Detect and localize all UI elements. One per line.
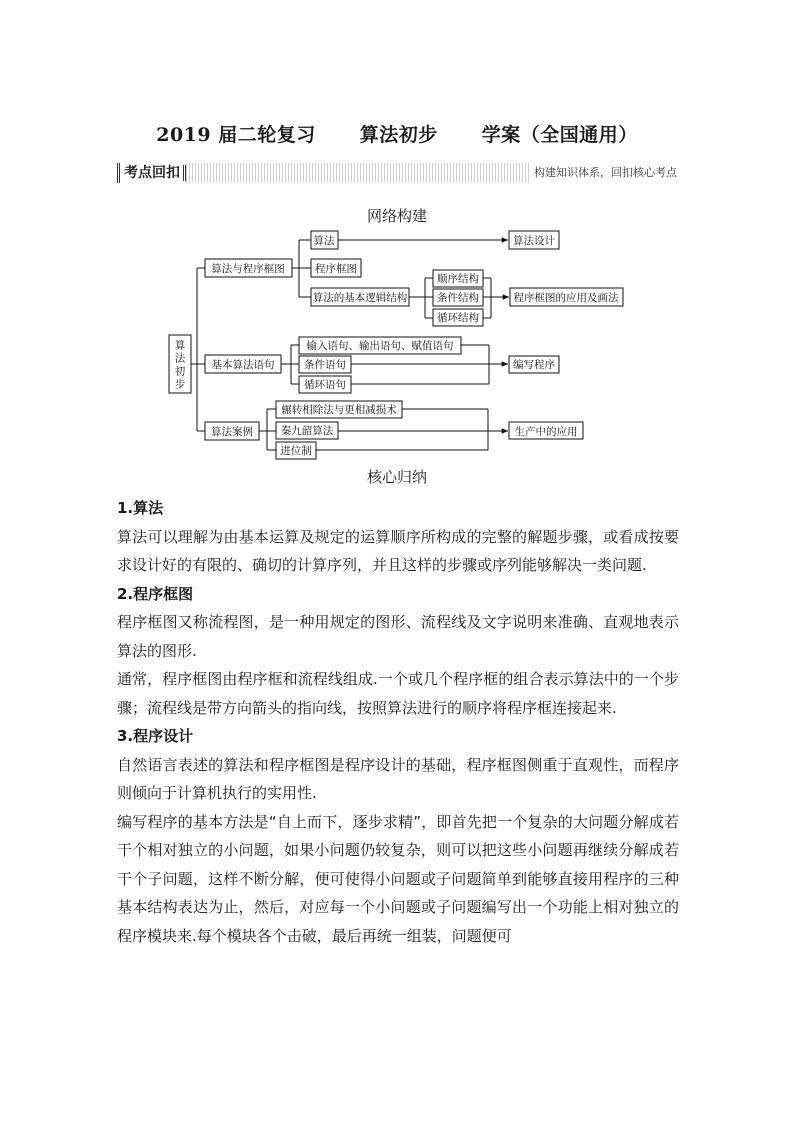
- node-flow-app-label: 程序框图的应用及画法: [513, 292, 619, 304]
- node-seq-label: 顺序结构: [437, 273, 479, 285]
- title-topic: 算法初步: [359, 124, 438, 146]
- node-cond-label: 条件结构: [437, 292, 479, 304]
- section-heading-algorithm: 1.算法: [117, 499, 164, 517]
- banner-subtitle: 构建知识体系，回扣核心考点: [530, 163, 677, 183]
- node-root-char: 算: [174, 339, 186, 352]
- node-write-prog-label: 编写程序: [513, 359, 555, 371]
- node-root-char: 初: [174, 365, 186, 378]
- node-qinjiushao-label: 秦九韶算法: [280, 425, 334, 437]
- node-base-label: 进位制: [280, 445, 312, 457]
- paragraph-programming-method: 编写程序的基本方法是“自上而下，逐步求精”，即首先把一个复杂的大问题分解成若干个相对独立的小问题，如果小问题仍较复杂，则可以把这些小问题再继续分解成若干个子问题，这样不断分解，便可使得小问题或子问题简单到能够直接用程序的三种基本结构表达为止，然后，对应每一个小问题或子问题编写出一个功能上相对独立的程序模块来.每个模块各个击破，最后再统一组装，问题便可: [117, 812, 679, 945]
- node-algorithm-label: 算法: [313, 235, 335, 247]
- node-cond-stmt-label: 条件语句: [304, 359, 346, 371]
- node-basic-logic-label: 算法的基本逻辑结构: [312, 292, 408, 304]
- node-production-label: 生产中的应用: [514, 426, 578, 438]
- node-loop-label: 循环结构: [437, 312, 479, 324]
- content-body: [117, 494, 679, 950]
- section-subtitle: 核心归纳: [366, 468, 427, 486]
- diagram-title: 网络构建: [366, 207, 427, 225]
- knowledge-network-diagram: [0, 0, 794, 500]
- paragraph-flowchart-def: 程序框图又称流程图，是一种用规定的图形、流程线及文字说明来准确、直观地表示算法的图形.: [117, 613, 679, 660]
- node-io-stmt-label: 输入语句、输出语句、赋值语句: [306, 340, 454, 352]
- paragraph-flowchart-parts: 通常，程序框图由程序框和流程线组成.一个或几个程序框的组合表示算法中的一个步骤；流程线是带方向箭头的指向线，按照算法进行的顺序将程序框连接起来.: [117, 670, 679, 717]
- node-root-char: 法: [174, 352, 186, 365]
- paragraph-programming-basis: 自然语言表述的算法和程序框图是程序设计的基础，程序框图侧重于直观性，而程序则倾向于计算机执行的实用性.: [117, 755, 679, 802]
- node-flowchart-label: 程序框图: [315, 263, 357, 275]
- node-cases-label: 算法案例: [211, 426, 253, 438]
- node-alg-flow-label: 算法与程序框图: [211, 263, 285, 275]
- node-alg-design-label: 算法设计: [513, 235, 555, 247]
- node-loop-stmt-label: 循环语句: [304, 379, 346, 391]
- node-basic-stmt-label: 基本算法语句: [211, 359, 275, 371]
- section-heading-programming: 3.程序设计: [117, 727, 194, 745]
- paragraph-algorithm: 算法可以理解为由基本运算及规定的运算顺序所构成的完整的解题步骤，或看成按要求设计好的有限的、确切的计算序列，并且这样的步骤或序列能够解决一类问题.: [117, 527, 679, 574]
- node-root-char: 步: [174, 378, 186, 391]
- section-heading-flowchart: 2.程序框图: [117, 584, 194, 603]
- title-year-course: 2019 届二轮复习: [156, 124, 316, 146]
- banner-label: 考点回扣: [117, 163, 186, 183]
- title-doc-type: 学案（全国通用）: [481, 124, 638, 146]
- node-gcd-label: 辗转相除法与更相减损术: [281, 404, 397, 416]
